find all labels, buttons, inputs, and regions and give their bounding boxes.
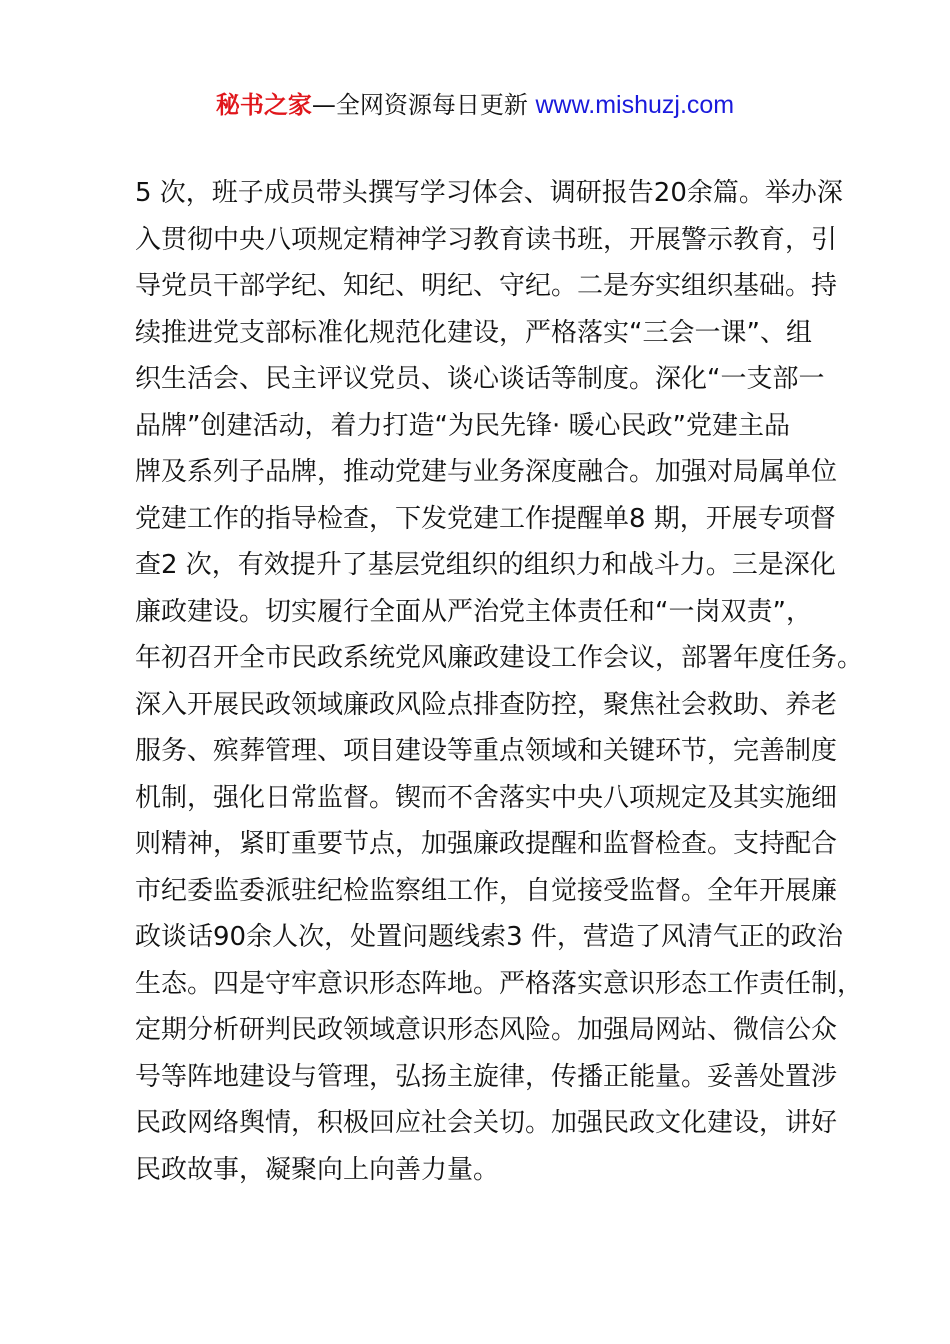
- text-line: 品牌”创建活动，着力打造“为民先锋· 暖心民政”党建主品: [135, 410, 790, 441]
- text-line: 生态。四是守牢意识形态阵地。严格落实意识形态工作责任制，: [135, 968, 864, 999]
- brand-name: 秘书之家: [215, 91, 312, 119]
- text-line: 则精神，紧盯重要节点，加强廉政提醒和监督检查。支持配合: [135, 829, 838, 859]
- text-line: 织生活会、民主评议党员、谈心谈话等制度。深化“一支部一: [135, 364, 825, 394]
- text-line: 机制，强化日常监督。锲而不舍落实中央八项规定及其实施细: [135, 782, 838, 813]
- text-line: 导党员干部学纪、知纪、明纪、守纪。二是夯实组织基础。持: [135, 271, 838, 301]
- text-line: 民政网络舆情，积极回应社会关切。加强民政文化建设，讲好: [135, 1108, 838, 1138]
- header-tagline: —全网资源每日更新: [311, 91, 536, 119]
- text-line: 政谈话90余人次，处置问题线索3 件，营造了风清气正的政治: [135, 922, 843, 952]
- text-line: 年初召开全市民政系统党风廉政建设工作会议，部署年度任务。: [135, 643, 864, 673]
- text-line: 服务、殡葬管理、项目建设等重点领域和关键环节，完善制度: [135, 736, 838, 766]
- text-line: 5 次，班子成员带头撰写学习体会、调研报告20余篇。举办深: [135, 178, 843, 208]
- text-line: 入贯彻中央八项规定精神学习教育读书班，开展警示教育，引: [135, 224, 838, 255]
- text-line: 定期分析研判民政领域意识形态风险。加强局网站、微信公众: [135, 1015, 838, 1045]
- body-paragraph: [135, 170, 864, 1193]
- text-line: 号等阵地建设与管理，弘扬主旋律，传播正能量。妥善处置涉: [135, 1061, 838, 1092]
- page-header: [0, 88, 950, 122]
- text-line: 党建工作的指导检查，下发党建工作提醒单8 期，开展专项督: [135, 503, 836, 534]
- text-line: 牌及系列子品牌，推动党建与业务深度融合。加强对局属单位: [135, 457, 838, 487]
- text-line: 续推进党支部标准化规范化建设，严格落实“三会一课”、组: [135, 317, 812, 348]
- text-line: 民政故事，凝聚向上向善力量。: [135, 1154, 500, 1185]
- text-line: 市纪委监委派驻纪检监察组工作，自觉接受监督。全年开展廉: [135, 875, 838, 906]
- site-url: www.mishuzj.com: [535, 91, 735, 119]
- text-line: 廉政建设。切实履行全面从严治党主体责任和“一岗双责”，: [135, 596, 812, 627]
- text-line: 深入开展民政领域廉政风险点排查防控，聚焦社会救助、养老: [135, 689, 838, 720]
- text-line: 查2 次，有效提升了基层党组织的组织力和战斗力。三是深化: [135, 550, 836, 580]
